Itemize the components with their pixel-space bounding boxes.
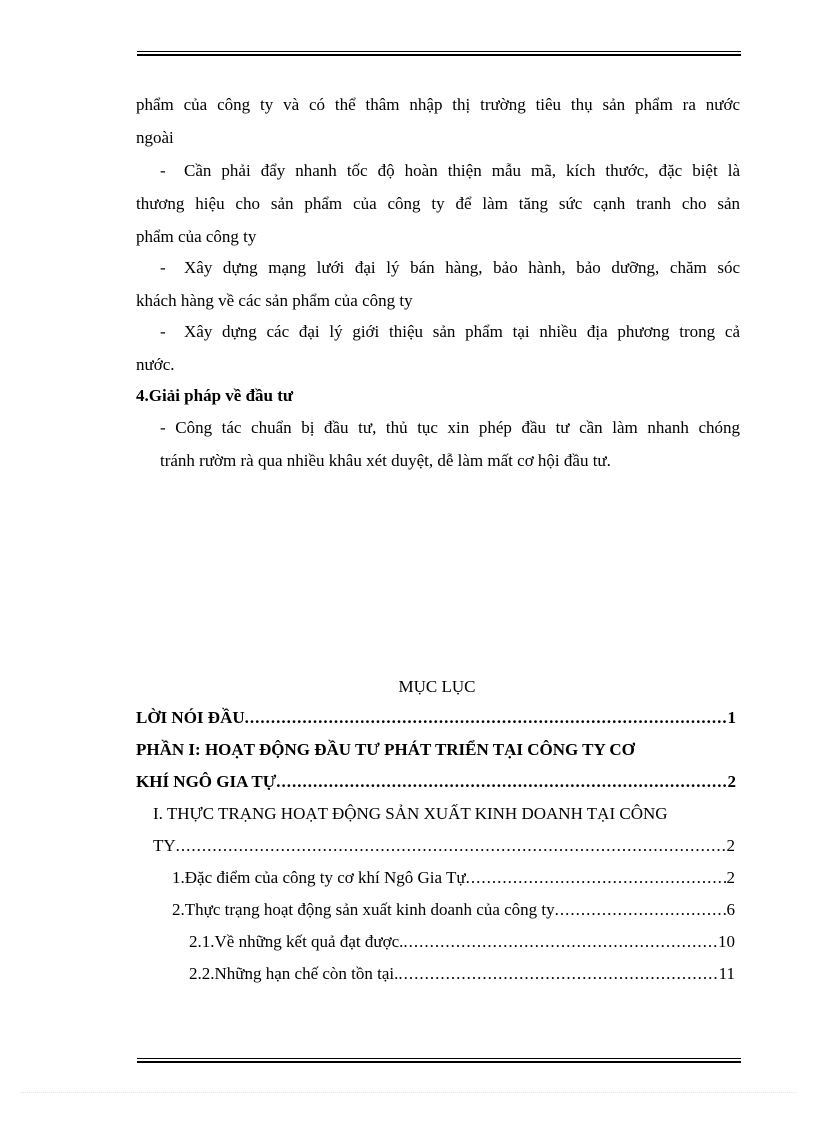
footer-rule xyxy=(137,1058,741,1063)
text-line: khách hàng về các sản phẩm của công ty xyxy=(136,291,413,310)
toc-leader xyxy=(245,703,728,733)
text-line: phẩm của công ty xyxy=(136,227,257,246)
toc-entry[interactable] xyxy=(153,831,735,861)
toc-entry-heading[interactable]: PHẦN I: HOẠT ĐỘNG ĐẦU TƯ PHÁT TRIỂN TẠI CÔNG TY CƠ xyxy=(136,740,635,759)
toc-entry[interactable] xyxy=(189,959,735,989)
bullet-dash: - xyxy=(160,161,166,180)
toc-page-number: 11 xyxy=(718,964,735,983)
text-line: - Xây dựng các đại lý giới thiệu sản phẩm tại nhiều địa phương trong cả xyxy=(136,315,740,348)
body-paragraph-5 xyxy=(160,411,740,477)
toc-page-number: 1 xyxy=(727,708,736,727)
toc-entry[interactable] xyxy=(189,927,735,957)
toc-page-number: 6 xyxy=(726,900,735,919)
text-line: ngoài xyxy=(136,128,174,147)
text-line: phẩm của công ty và có thể thâm nhập thị trường tiêu thụ sản phẩm ra nước xyxy=(136,95,740,114)
toc-entry-text: 2.1.Về những kết quả đạt được. xyxy=(189,932,404,951)
toc-entry-text: LỜI NÓI ĐẦU xyxy=(136,708,245,727)
toc-page-number: 10 xyxy=(718,932,735,951)
header-rule xyxy=(137,51,741,56)
toc-entry-text: 2.Thực trạng hoạt động sản xuất kinh doanh của công ty xyxy=(172,900,555,919)
toc-entry-heading[interactable]: I. THỰC TRẠNG HOẠT ĐỘNG SẢN XUẤT KINH DOANH TẠI CÔNG xyxy=(153,804,668,823)
toc-entry-text: 2.2.Những hạn chế còn tồn tại. xyxy=(189,964,399,983)
toc-entry-text: TY xyxy=(153,836,176,855)
text-line: thương hiệu cho sản phẩm của công ty để làm tăng sức cạnh tranh cho sản xyxy=(136,194,740,213)
toc-leader xyxy=(176,831,727,861)
body-paragraph-1 xyxy=(136,88,740,154)
toc-leader xyxy=(466,863,727,893)
body-paragraph-3 xyxy=(136,251,740,317)
toc-leader xyxy=(555,895,727,925)
page-edge xyxy=(20,1092,796,1093)
toc-entry-text: 1.Đặc điểm của công ty cơ khí Ngô Gia Tự xyxy=(172,868,466,887)
text-line: nước. xyxy=(136,355,175,374)
toc-page-number: 2 xyxy=(726,836,735,855)
bullet-dash: - xyxy=(160,258,166,277)
text-line: tránh rườm rà qua nhiều khâu xét duyệt, dễ làm mất cơ hội đầu tư. xyxy=(160,451,611,470)
body-paragraph-2 xyxy=(136,154,740,253)
toc-entry[interactable] xyxy=(172,863,735,893)
body-paragraph-4 xyxy=(136,315,740,381)
text-line: - Xây dựng mạng lưới đại lý bán hàng, bảo hành, bảo dưỡng, chăm sóc xyxy=(136,251,740,284)
toc-entry-text: KHÍ NGÔ GIA TỰ xyxy=(136,772,277,791)
toc-leader xyxy=(276,767,727,797)
toc-entry[interactable] xyxy=(172,895,735,925)
toc-leader xyxy=(403,927,718,957)
toc-page-number: 2 xyxy=(726,868,735,887)
toc-entry[interactable] xyxy=(136,703,736,733)
toc-title: MỤC LỤC xyxy=(398,677,476,696)
text-line: - Cần phải đẩy nhanh tốc độ hoàn thiện mẫu mã, kích thước, đặc biệt là xyxy=(136,154,740,187)
toc-page-number: 2 xyxy=(727,772,736,791)
section-heading: 4.Giải pháp về đầu tư xyxy=(136,386,294,405)
toc-entry[interactable] xyxy=(136,767,736,797)
bullet-dash: - xyxy=(160,322,166,341)
toc-leader xyxy=(398,959,718,989)
text-line: - Công tác chuẩn bị đầu tư, thủ tục xin phép đầu tư cần làm nhanh chóng xyxy=(160,418,740,437)
